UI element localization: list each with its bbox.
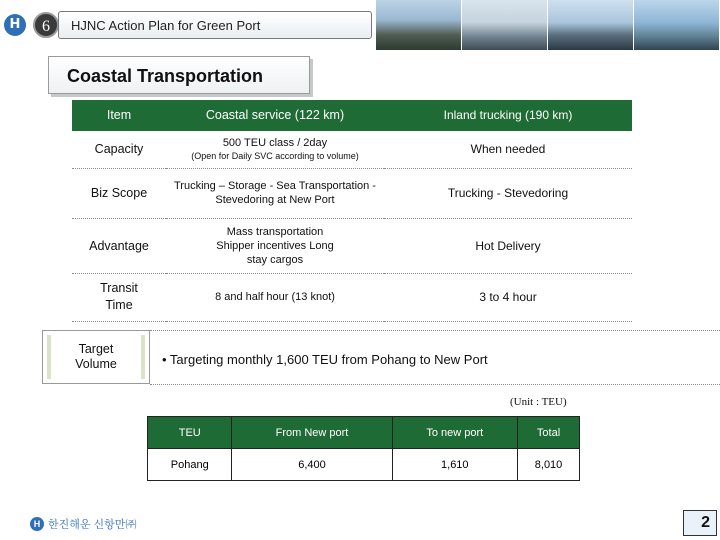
coastal-value: Trucking – Storage - Sea Transportation - Stevedoring at New Port (174, 180, 376, 206)
target-volume-label: Target Volume (47, 335, 145, 379)
section-number-badge: 6 (33, 12, 59, 38)
footer-logo-icon: H (30, 517, 44, 531)
section-title-text: Coastal Transportation (67, 66, 264, 86)
cell-port: Pohang (148, 449, 232, 481)
table-row (72, 130, 632, 168)
header-teu: TEU (148, 417, 232, 449)
coastal-value: 500 TEU class / 2day (222, 137, 328, 149)
table-row (72, 218, 632, 273)
header (0, 0, 720, 50)
cell-from: 6,400 (232, 449, 392, 481)
coastal-value: Mass transportation Shipper incentives Long stay cargos (216, 225, 334, 266)
cell-to: 1,610 (392, 449, 518, 481)
page-title: HJNC Action Plan for Green Port (71, 18, 261, 33)
row-item-text: Biz Scope (90, 185, 148, 200)
target-volume-text: • Targeting monthly 1,600 TEU from Pohang to New Port (162, 352, 488, 367)
divider (150, 384, 720, 385)
header-inland: Inland trucking (190 km) (384, 100, 632, 130)
row-item (72, 273, 166, 321)
row-inland: 3 to 4 hour (384, 273, 632, 321)
header-item: Item (72, 100, 166, 130)
section-title (48, 56, 310, 94)
row-inland: When needed (384, 130, 632, 168)
title-bar (58, 11, 372, 39)
row-coastal (166, 168, 384, 218)
company-logo-icon: H (4, 14, 26, 36)
row-inland: Hot Delivery (384, 218, 632, 273)
page-number: 2 (683, 510, 717, 536)
harbor-bridge-photo (634, 0, 720, 50)
target-volume-box (42, 330, 150, 384)
coastal-comparison-table (72, 100, 632, 322)
header-to-new-port: To new port (392, 417, 518, 449)
row-item (72, 168, 166, 218)
table-header-row (72, 100, 632, 130)
footer-company-name: 한진해운 신항만㈜ (48, 519, 137, 531)
teu-volume-table (147, 416, 580, 481)
row-inland: Trucking - Stevedoring (384, 168, 632, 218)
row-coastal (166, 130, 384, 168)
stacked-containers-photo (462, 0, 548, 50)
table-row (72, 168, 632, 218)
photo-strip (376, 0, 720, 50)
row-coastal (166, 218, 384, 273)
table-row (148, 449, 580, 481)
container-ship-photo (548, 0, 634, 50)
row-item-text: Transit Time (100, 281, 138, 312)
footer-logo (30, 516, 136, 532)
row-item: Capacity (72, 130, 166, 168)
header-total: Total (518, 417, 580, 449)
row-coastal: 8 and half hour (13 knot) (166, 273, 384, 321)
divider (150, 330, 720, 331)
row-item: Advantage (72, 218, 166, 273)
table-row (72, 273, 632, 321)
header-from-new-port: From New port (232, 417, 392, 449)
header-coastal: Coastal service (122 km) (166, 100, 384, 130)
unit-note: (Unit : TEU) (510, 396, 567, 408)
cell-total: 8,010 (518, 449, 580, 481)
container-crane-photo (376, 0, 462, 50)
table-header-row (148, 417, 580, 449)
coastal-note: (Open for Daily SVC according to volume) (191, 151, 359, 161)
